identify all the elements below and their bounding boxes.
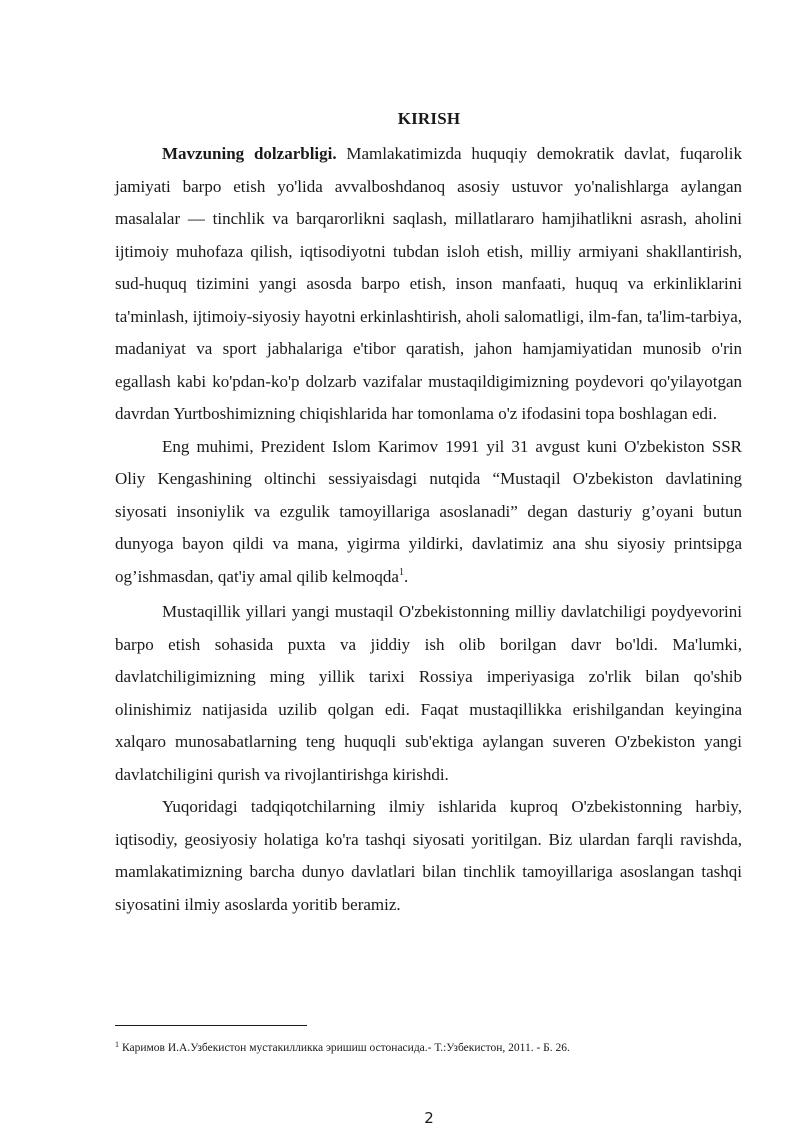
- section-heading: KIRISH: [397, 109, 461, 128]
- paragraph-text: Mustaqillik yillari yangi mustaqil O'zbekistonning milliy davlatchiligi poydyevorini barpo etish sohasida puxta va jiddiy ish olib borilgan davr bo'ldi. Ma'lumki, davlatchiligimizning ming yillik tarixi Rossiya imperiyasiga zo'rlik bilan qo'shib olinishimiz natijasida uzilib qolgan edi. Faqat mustaqillikka erishilgandan keyingina xalqaro munosabatlarning teng huquqli sub'ektiga aylangan suveren O'zbekiston yangi davlatchiligini qurish va rivojlantirishga kirishdi.: [115, 602, 742, 784]
- paragraph-research: [115, 791, 742, 921]
- body-text: [115, 138, 742, 921]
- paragraph-lead: Mavzuning dolzarbligi.: [162, 144, 337, 163]
- footnote-reference: 1: [398, 566, 404, 578]
- paragraph-text: Yuqoridagi tadqiqotchilarning ilmiy ishlarida kuproq O'zbekistonning harbiy, iqtisodiy, geosiyosiy holatiga ko'ra tashqi siyosati yoritilgan. Biz ulardan farqli ravishda, mamlakatimizning barcha dunyo davlatlari bilan tinchlik tamoyillariga asoslangan tashqi siyosatini ilmiy asoslarda yoritib beramiz.: [115, 797, 742, 914]
- paragraph-text: Eng muhimi, Prezident Islom Karimov 1991 yil 31 avgust kuni O'zbekiston SSR Oliy Kengashining oltinchi sessiyaisdagi nutqida “Mustaqil O'zbekiston davlatining siyosati insoniylik va ezgulik tamoyillariga asoslanadi” degan dasturiy g’oyani butun dunyoga bayon qildi va mana, yigirma yildirki, davlatimiz ana shu siyosiy printsipga og’ishmasdan, qat'iy amal qilib kelmoqda: [115, 436, 742, 586]
- paragraph-text: Mamlakatimizda huquqiy demokratik davlat, fuqarolik jamiyati barpo etish yo'lida avvalboshdanoq asosiy ustuvor yo'nalishlarga aylangan masalalar — tinchlik va barqarorlikni saqlash, millatlararo hamjihatlikni asrash, aholini ijtimoiy muhofaza qilish, iqtisodiyotni tubdan isloh etish, milliy armiyani shakllantirish, sud-huquq tizimini yangi asosda barpo etish, inson manfaati, huquq va erkinliklarini ta'minlash, ijtimoiy-siyosiy hayotni erkinlashtirish, aholi salomatligi, ilm-fan, ta'lim-tarbiya, madaniyat va sport jabhalariga e'tibor qaratish, jahon hamjamiyatidan munosib o'rin egallash kabi ko'pdan-ko'p dolzarb vazifalar mustaqildigimizning poydevori qo'yilayotgan davrdan Yurtboshimizning chiqishlarida har tomonlama o'z ifodasini topa boshlagan edi.: [115, 144, 742, 423]
- paragraph-end: .: [403, 566, 409, 586]
- footnote-text: Каримов И.А.Узбекистон мустакилликка эришиш остонасида.- Т.:Узбекистон, 2011. - Б. 26.: [122, 1042, 570, 1054]
- footnote: [115, 1040, 742, 1057]
- paragraph-president-speech: [115, 431, 742, 597]
- footnote-mark: 1: [115, 1040, 119, 1049]
- paragraph-relevance: [115, 138, 742, 431]
- page-number: 2: [424, 1109, 434, 1127]
- paragraph-independence: [115, 596, 742, 791]
- footnote-separator: [115, 1025, 307, 1026]
